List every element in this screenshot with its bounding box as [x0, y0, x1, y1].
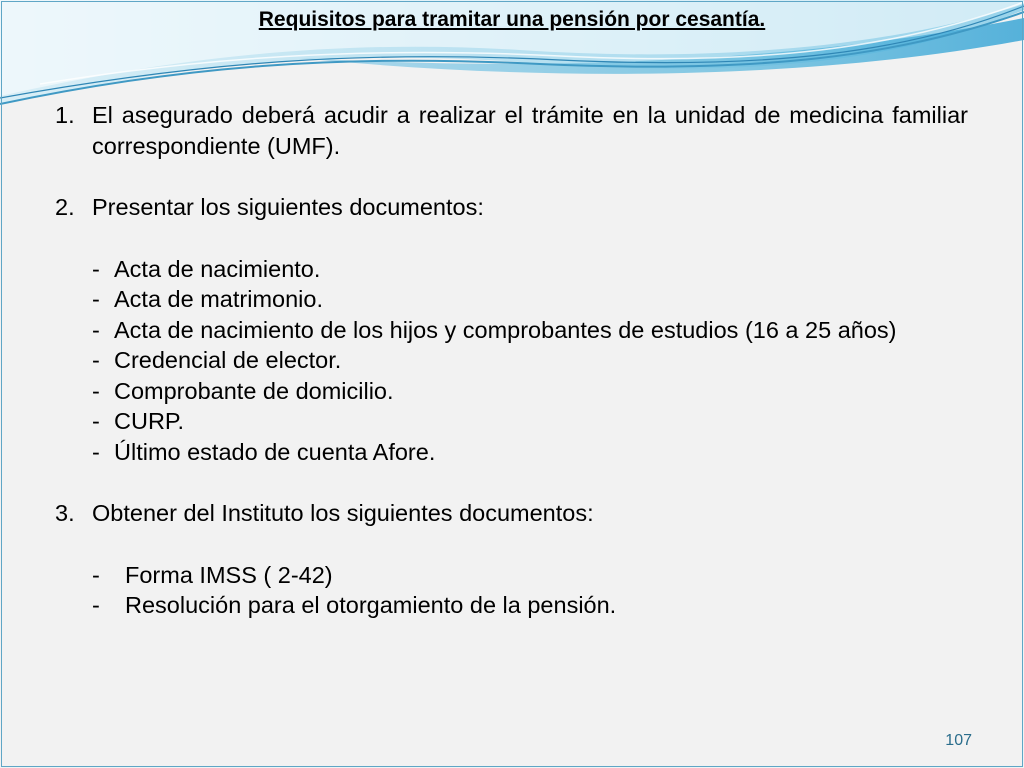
documents-sublist: [55, 254, 968, 468]
sublist-item: - Resolución para el otorgamiento de la pensión.: [92, 592, 617, 618]
list-item-3: [55, 498, 968, 529]
sublist-item: - Último estado de cuenta Afore.: [92, 438, 436, 465]
sublist-item: - Credencial de elector.: [92, 347, 342, 373]
list-item-number: 3.: [55, 500, 75, 526]
sublist-item: - Comprobante de domicilio.: [92, 377, 394, 404]
requirements-list: [55, 100, 968, 621]
list-item-2: [55, 192, 968, 223]
sublist-item: - Forma IMSS ( 2-42): [92, 561, 333, 588]
sublist-item: - Acta de nacimiento.: [92, 255, 321, 282]
page-number: 107: [945, 732, 972, 749]
list-item-text: Obtener del Instituto los siguientes documentos:: [92, 500, 594, 526]
list-item-number: 1.: [55, 102, 75, 128]
list-item-text: Presentar los siguientes documentos:: [92, 194, 484, 220]
list-item-1: [55, 100, 968, 161]
list-item-number: 2.: [55, 194, 75, 220]
list-item-text: El asegurado deberá acudir a realizar el trámite en la unidad de medicina familiar correspondiente (UMF).: [92, 102, 968, 159]
sublist-item: - Acta de nacimiento de los hijos y comprobantes de estudios (16 a 25 años): [92, 316, 897, 343]
institute-documents-sublist: [55, 560, 968, 621]
slide-title: Requisitos para tramitar una pensión por cesantía.: [258, 8, 766, 31]
sublist-item: - CURP.: [92, 408, 185, 434]
sublist-item: - Acta de matrimonio.: [92, 286, 323, 312]
